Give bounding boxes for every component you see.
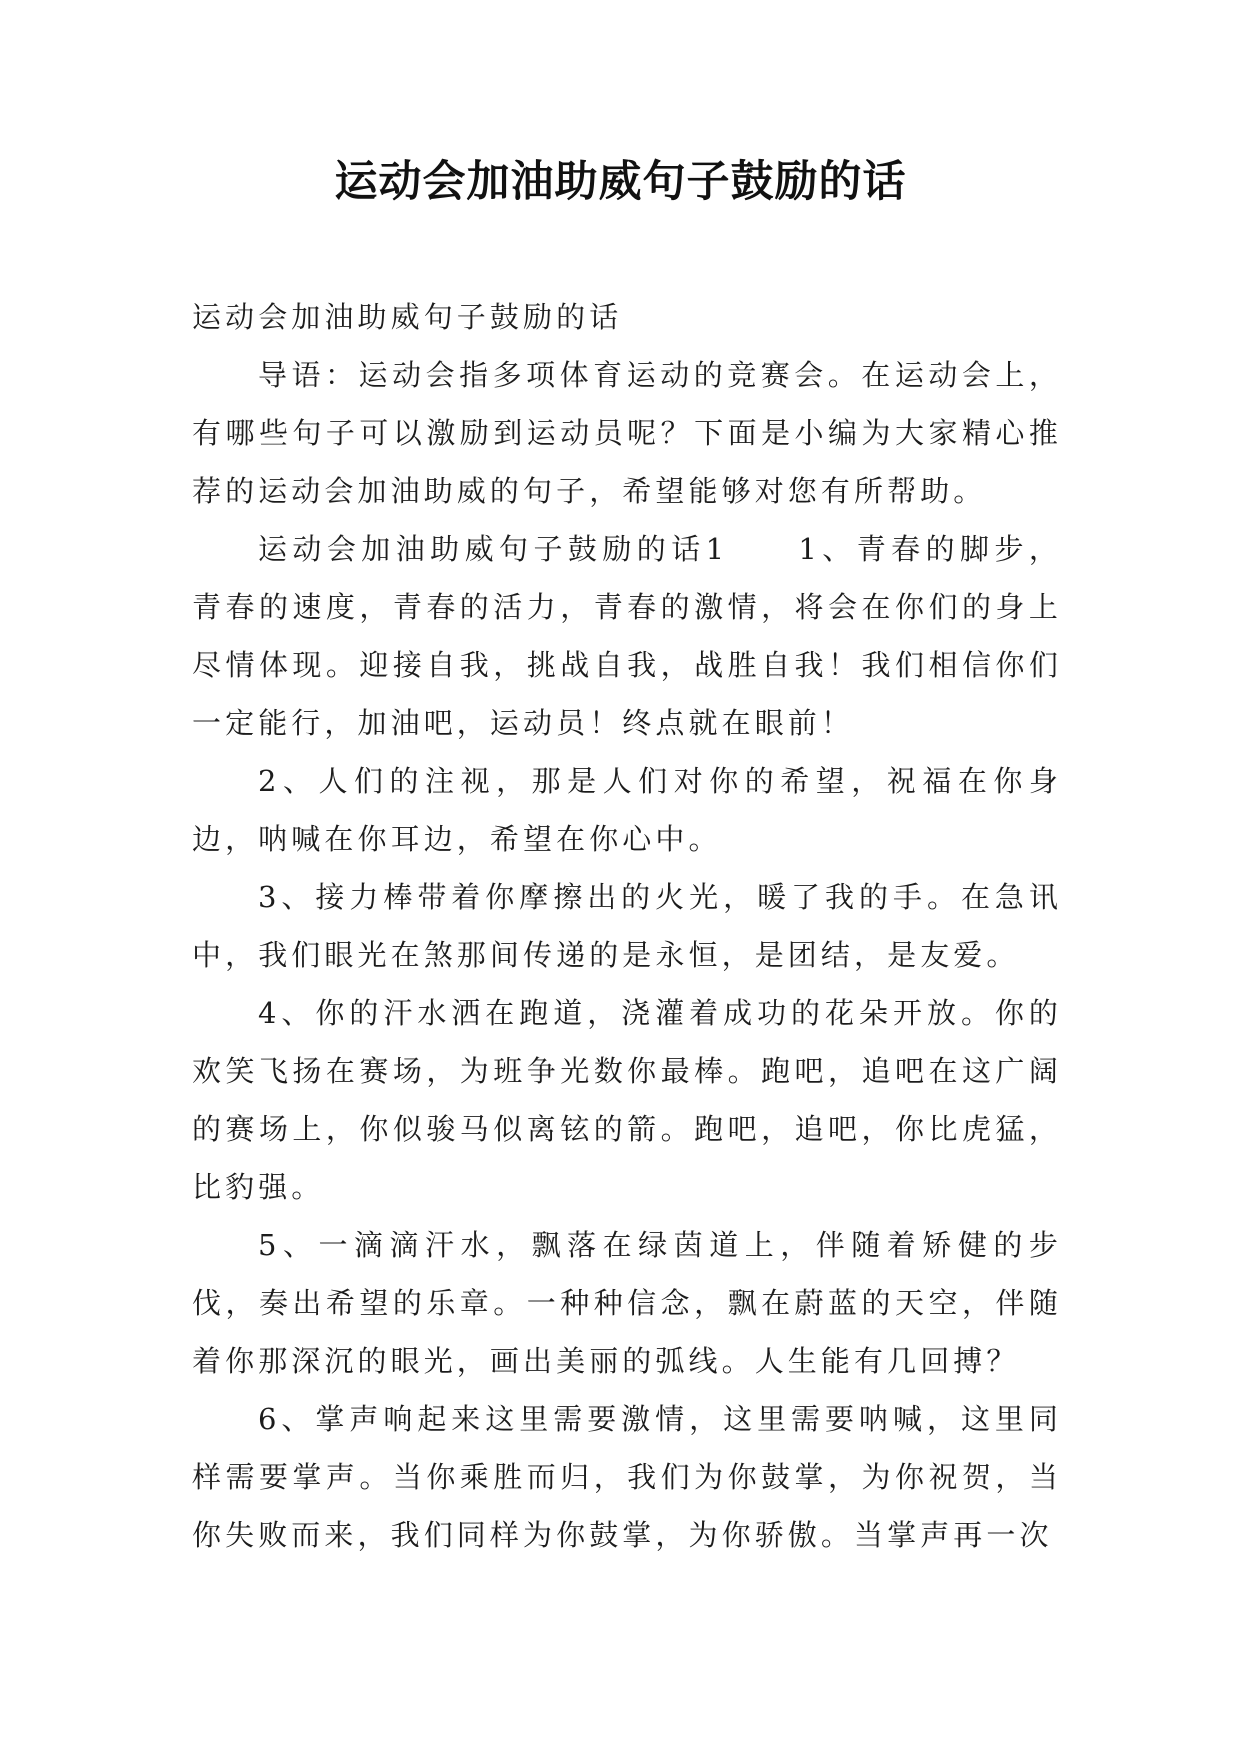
paragraph-item-2: 2、人们的注视，那是人们对你的希望，祝福在你身边，呐喊在你耳边，希望在你心中。 — [192, 764, 1062, 856]
paragraph-item-3: 3、接力棒带着你摩擦出的火光，暖了我的手。在急讯中，我们眼光在煞那间传递的是永恒，是团结，是友爱。 — [192, 880, 1062, 972]
document-body — [192, 288, 1062, 1564]
paragraph-intro: 导语：运动会指多项体育运动的竞赛会。在运动会上，有哪些句子可以激励到运动员呢？下面是小编为大家精心推荐的运动会加油助威的句子，希望能够对您有所帮助。 — [192, 358, 1062, 508]
document-title: 运动会加油助威句子鼓励的话 — [334, 157, 907, 207]
document-subtitle: 运动会加油助威句子鼓励的话 — [192, 300, 623, 334]
paragraph-item-4: 4、你的汗水洒在跑道，浇灌着成功的花朵开放。你的欢笑飞扬在赛场，为班争光数你最棒。跑吧，追吧在这广阔的赛场上，你似骏马似离铉的箭。跑吧，追吧，你比虎猛，比豹强。 — [192, 996, 1062, 1204]
paragraph-item-6: 6、掌声响起来这里需要激情，这里需要呐喊，这里同样需要掌声。当你乘胜而归，我们为你鼓掌，为你祝贺，当你失败而来，我们同样为你鼓掌，为你骄傲。当掌声再一次 — [192, 1402, 1062, 1552]
paragraph-item-5: 5、一滴滴汗水，飘落在绿茵道上，伴随着矫健的步伐，奏出希望的乐章。一种种信念，飘在蔚蓝的天空，伴随着你那深沉的眼光，画出美丽的弧线。人生能有几回搏？ — [192, 1228, 1062, 1378]
paragraph-item-1: 运动会加油助威句子鼓励的话1 1、青春的脚步，青春的速度，青春的活力，青春的激情，将会在你们的身上尽情体现。迎接自我，挑战自我，战胜自我！我们相信你们一定能行，加油吧，运动员！终点就在眼前！ — [192, 532, 1062, 740]
